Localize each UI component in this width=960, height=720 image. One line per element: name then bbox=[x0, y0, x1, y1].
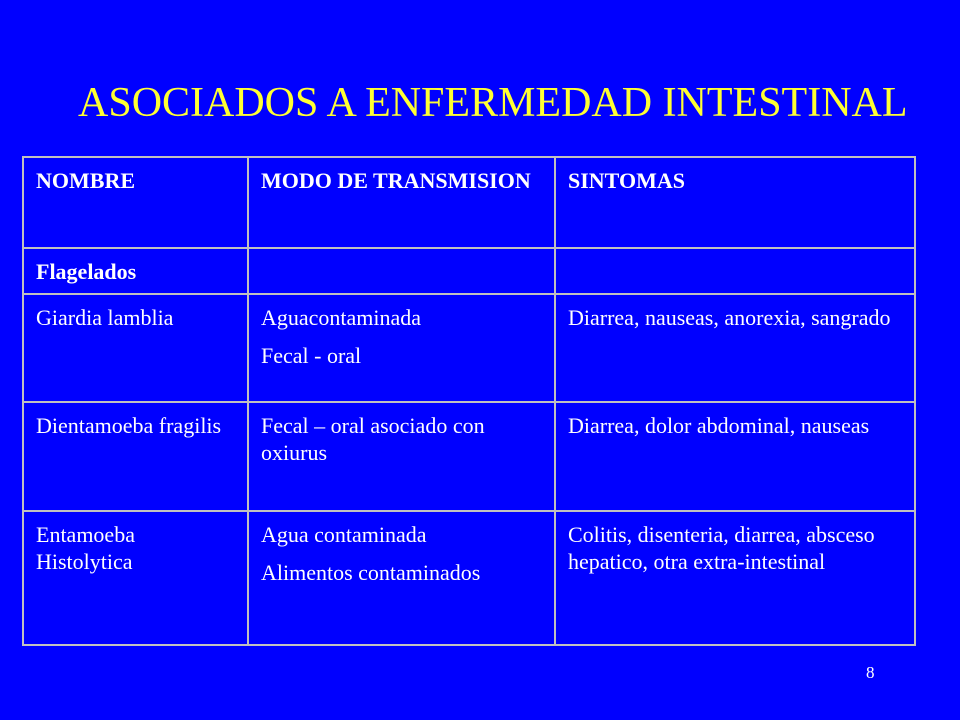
cell-symptoms: Colitis, disenteria, diarrea, absceso hepatico, otra extra-intestinal bbox=[555, 511, 915, 645]
table-row bbox=[23, 511, 915, 645]
cell-transmission bbox=[248, 402, 555, 511]
transmission-line: Fecal - oral bbox=[261, 343, 362, 368]
section-label: Flagelados bbox=[23, 248, 248, 294]
header-sintomas: SINTOMAS bbox=[555, 157, 915, 248]
cell-name: Dientamoeba fragilis bbox=[23, 402, 248, 511]
transmission-line: Fecal – oral asociado con oxiurus bbox=[261, 413, 485, 465]
cell-symptoms: Diarrea, nauseas, anorexia, sangrado bbox=[555, 294, 915, 402]
slide-title: ASOCIADOS A ENFERMEDAD INTESTINAL bbox=[78, 80, 908, 126]
table-row bbox=[23, 294, 915, 402]
table-row bbox=[23, 402, 915, 511]
transmission-line: Alimentos contaminados bbox=[261, 560, 481, 585]
header-modo-de-transmision: MODO DE TRANSMISION bbox=[248, 157, 555, 248]
empty-cell bbox=[555, 248, 915, 294]
cell-name: Giardia lamblia bbox=[23, 294, 248, 402]
table-section-row bbox=[23, 248, 915, 294]
table-header-row bbox=[23, 157, 915, 248]
parasite-table bbox=[22, 156, 916, 646]
cell-name: Entamoeba Histolytica bbox=[23, 511, 248, 645]
cell-transmission bbox=[248, 294, 555, 402]
transmission-line: Agua contaminada bbox=[261, 522, 427, 547]
cell-symptoms: Diarrea, dolor abdominal, nauseas bbox=[555, 402, 915, 511]
cell-transmission bbox=[248, 511, 555, 645]
page-number: 8 bbox=[866, 663, 875, 682]
empty-cell bbox=[248, 248, 555, 294]
header-nombre: NOMBRE bbox=[23, 157, 248, 248]
transmission-line: Aguacontaminada bbox=[261, 305, 422, 330]
